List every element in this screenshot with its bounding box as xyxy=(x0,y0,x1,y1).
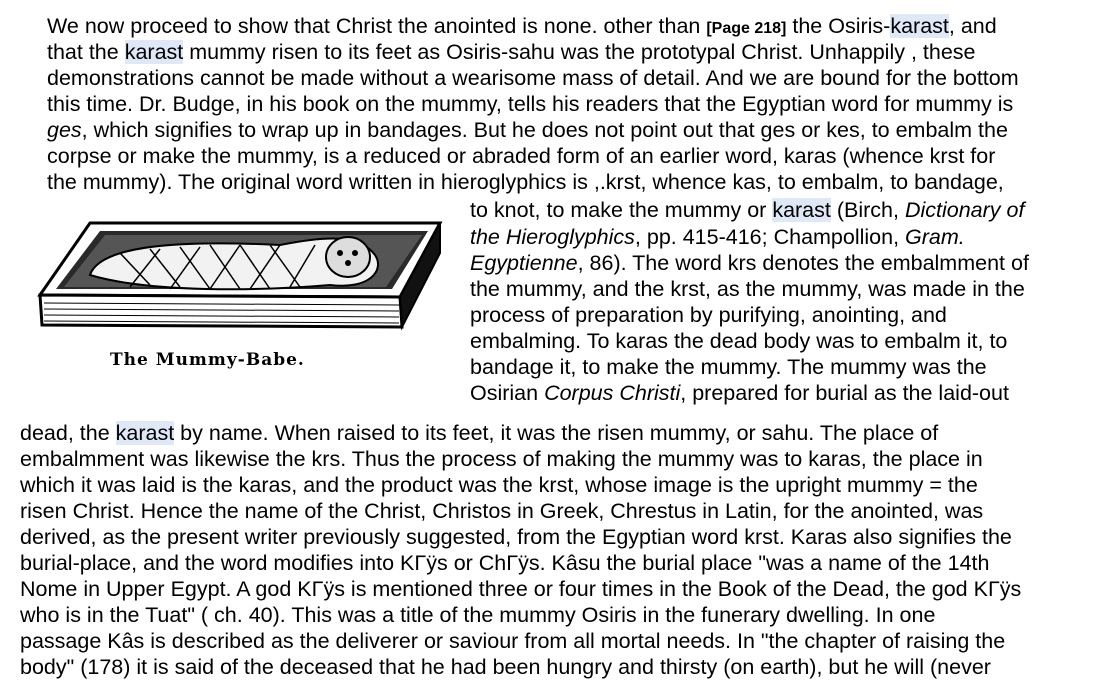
text-line-4: this time. Dr. Budge, in his book on the mummy, tells his readers that the Egyptian word for mummy is xyxy=(47,92,1014,116)
text-line-6: corpse or make the mummy, is a reduced or abraded form of an earlier word, karas (whence krst for xyxy=(47,144,996,168)
text-line-2 xyxy=(47,39,976,65)
text-run: We now proceed to show that Christ the anointed is none. other than xyxy=(47,14,707,38)
text-run: to knot, to make the mummy or xyxy=(470,198,773,222)
search-highlight: karast xyxy=(890,14,949,38)
search-highlight: karast xyxy=(115,421,175,445)
italic-run: Gram. xyxy=(905,225,965,249)
text-run: Osirian xyxy=(470,381,545,405)
text-line-r6: embalming. To karas the dead body was to embalm it, to xyxy=(470,329,1008,353)
text-run: mummy risen to its feet as Osiris-sahu was the prototypal Christ. Unhappily , these xyxy=(183,40,976,64)
text-line-3: demonstrations cannot be made without a wearisome mass of detail. And we are bound for the bottom xyxy=(47,66,1019,90)
text-line-r2 xyxy=(470,224,965,250)
italic-run: Corpus Christi xyxy=(544,381,681,405)
text-line-b1 xyxy=(20,420,938,446)
text-line-b2: embalmment was likewise the krs. Thus the process of making the mummy was to karas, the place in xyxy=(20,447,983,471)
text-line-7: the mummy). The original word written in hieroglyphics is ,.krst, whence kas, to embalm, to bandage, xyxy=(47,170,1004,194)
text-line-b9: passage Kâs is described as the deliverer or saviour from all mortal needs. In "the chapter of raising the xyxy=(20,629,1006,653)
search-highlight: karast xyxy=(124,40,184,64)
italic-run: ges xyxy=(47,118,82,142)
text-line-b7: Nome in Upper Egypt. A god KΓÿs is mentioned three or four times in the Book of the Dead, the god KΓÿs xyxy=(20,577,1022,601)
text-line-r3 xyxy=(470,250,1029,276)
mummy-in-coffin-illustration xyxy=(30,205,450,405)
text-run: , 86). The word krs denotes the embalmment of xyxy=(577,251,1029,275)
figure-caption: The Mummy-Babe. xyxy=(110,350,305,370)
text-line-r4: the mummy, and the krst, as the mummy, was made in the xyxy=(470,277,1025,301)
text-line-b6: burial-place, and the word modifies into KΓÿs or ChΓÿs. Kâsu the burial place "was a name of the 14th xyxy=(20,551,990,575)
italic-run: Dictionary of xyxy=(904,198,1025,222)
text-line-b4: risen Christ. Hence the name of the Christ, Christos in Greek, Chrestus in Latin, for the anointed, was xyxy=(20,499,984,523)
text-run: that the xyxy=(47,40,125,64)
page-marker: [Page 218] xyxy=(706,20,787,37)
text-line-b3: which it was laid is the karas, and the product was the krst, whose image is the upright mummy = the xyxy=(20,473,978,497)
text-line-1 xyxy=(47,13,997,39)
text-run: , and xyxy=(948,14,997,38)
search-highlight: karast xyxy=(772,198,831,222)
text-line-r8 xyxy=(470,380,1009,406)
text-line-b8: who is in the Tuat" ( ch. 40). This was a title of the mummy Osiris in the funerary dwelling. In one xyxy=(20,603,936,627)
text-line-b10: body" (178) it is said of the deceased that he had been hungry and thirsty (on earth), but he will (never xyxy=(20,655,991,679)
italic-run: Egyptienne xyxy=(470,251,578,275)
text-line-r7: bandage it, to make the mummy. The mummy was the xyxy=(470,355,987,379)
text-line-b5: derived, as the present writer previously suggested, from the Egyptian word krst. Karas also signifies the xyxy=(20,525,1012,549)
text-run: , pp. 415-416; Champollion, xyxy=(634,225,906,249)
text-line-5 xyxy=(47,117,1008,143)
text-run: dead, the xyxy=(20,421,116,445)
text-run: the Osiris- xyxy=(786,14,891,38)
text-line-r5: process of preparation by purifying, anointing, and xyxy=(470,303,947,327)
text-run: , prepared for burial as the laid-out xyxy=(680,381,1009,405)
text-line-r1 xyxy=(470,197,1024,223)
italic-run: the Hieroglyphics xyxy=(470,225,635,249)
text-run: by name. When raised to its feet, it was the risen mummy, or sahu. The place of xyxy=(174,421,939,445)
text-run: (Birch, xyxy=(830,198,905,222)
mummy-illustration-icon xyxy=(30,205,450,345)
text-run: , which signifies to wrap up in bandages. But he does not point out that ges or kes, to embalm the xyxy=(81,118,1008,142)
